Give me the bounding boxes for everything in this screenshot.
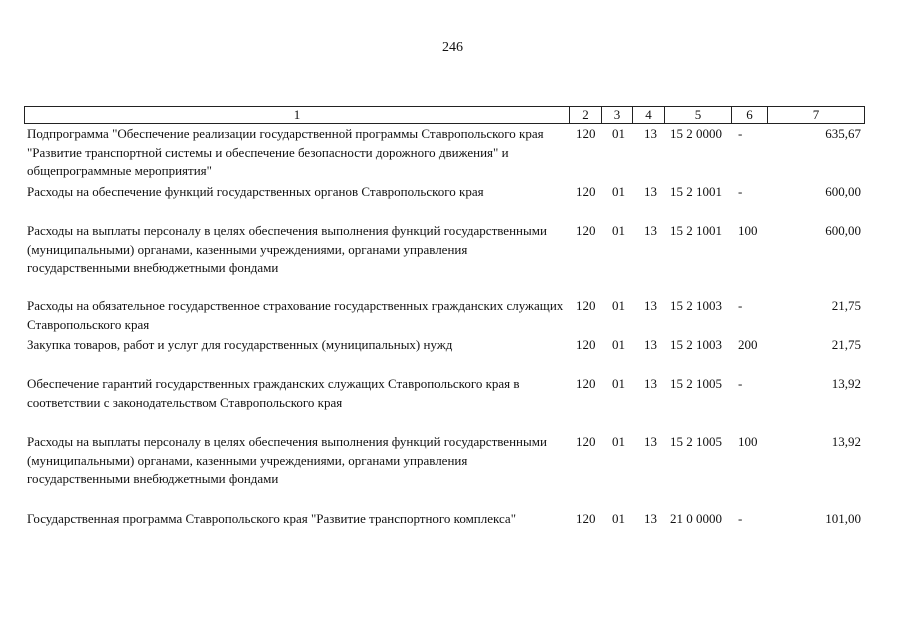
row-col-7: 21,75 (831, 298, 861, 313)
row-col-3: 01 (612, 184, 625, 199)
row-description: Закупка товаров, работ и услуг для государственных (муниципальных) нужд (27, 337, 453, 352)
row-col-6: 200 (738, 337, 758, 352)
row-col-6: - (738, 376, 743, 391)
row-col-2: 120 (576, 337, 596, 352)
row-col-4: 13 (644, 184, 657, 199)
row-description: Расходы на выплаты персоналу в целях обеспечения выполнения функций государственными (муниципальными) органами, казенными учреждениями, органами управления государственными внебюджетными фондами (27, 434, 547, 486)
row-col-3: 01 (612, 223, 625, 238)
row-col-5: 21 0 0000 (670, 511, 722, 526)
row-description: Государственная программа Ставропольского края "Развитие транспортного комплекса" (27, 511, 517, 526)
row-col-7: 600,00 (825, 223, 861, 238)
row-col-5: 15 2 1001 (670, 223, 722, 238)
row-col-3: 01 (612, 376, 625, 391)
row-col-6: - (738, 126, 743, 141)
header-col-5: 5 (664, 107, 731, 123)
row-col-4: 13 (644, 511, 657, 526)
row-col-7: 600,00 (825, 184, 861, 199)
row-col-2: 120 (576, 511, 596, 526)
header-col-2: 2 (569, 107, 601, 123)
row-col-2: 120 (576, 184, 596, 199)
row-col-6: 100 (738, 434, 758, 449)
header-col-6: 6 (731, 107, 767, 123)
row-col-2: 120 (576, 126, 596, 141)
row-col-7: 635,67 (825, 126, 861, 141)
row-col-3: 01 (612, 126, 625, 141)
row-col-2: 120 (576, 376, 596, 391)
row-col-5: 15 2 1001 (670, 184, 722, 199)
row-col-6: 100 (738, 223, 758, 238)
row-col-3: 01 (612, 511, 625, 526)
header-col-3: 3 (601, 107, 632, 123)
row-col-7: 13,92 (831, 376, 861, 391)
row-description: Расходы на обязательное государственное страхование государственных гражданских служащих Ставропольского края (27, 298, 564, 332)
row-description: Расходы на выплаты персоналу в целях обеспечения выполнения функций государственными (муниципальными) органами, казенными учреждениями, органами управления государственными внебюджетными фондами (27, 223, 547, 275)
row-col-3: 01 (612, 434, 625, 449)
row-col-4: 13 (644, 223, 657, 238)
row-col-5: 15 2 1003 (670, 337, 722, 352)
row-col-4: 13 (644, 337, 657, 352)
row-col-5: 15 2 1005 (670, 376, 722, 391)
row-description: Обеспечение гарантий государственных гражданских служащих Ставропольского края в соответствии с законодательством Ставропольского края (27, 376, 520, 410)
row-col-2: 120 (576, 223, 596, 238)
row-col-6: - (738, 298, 743, 313)
row-col-2: 120 (576, 434, 596, 449)
row-col-4: 13 (644, 434, 657, 449)
row-col-5: 15 2 1003 (670, 298, 722, 313)
row-col-2: 120 (576, 298, 596, 313)
row-col-5: 15 2 1005 (670, 434, 722, 449)
row-description: Расходы на обеспечение функций государственных органов Ставропольского края (27, 184, 484, 199)
row-col-7: 13,92 (831, 434, 861, 449)
row-col-4: 13 (644, 298, 657, 313)
header-col-7: 7 (767, 107, 864, 123)
page-number: 246 (442, 40, 463, 55)
row-col-7: 101,00 (825, 511, 861, 526)
header-col-4: 4 (632, 107, 664, 123)
row-description: Подпрограмма "Обеспечение реализации государственной программы Ставропольского края "Развитие транспортной системы и обеспечение безопасности дорожного движения" и общепрограммные мероприятия" (27, 126, 544, 178)
row-col-5: 15 2 0000 (670, 126, 722, 141)
row-col-7: 21,75 (831, 337, 861, 352)
row-col-6: - (738, 511, 743, 526)
row-col-6: - (738, 184, 743, 199)
row-col-4: 13 (644, 376, 657, 391)
row-col-4: 13 (644, 126, 657, 141)
row-col-3: 01 (612, 298, 625, 313)
header-col-1: 1 (293, 107, 301, 122)
table-header (24, 106, 865, 124)
row-col-3: 01 (612, 337, 625, 352)
